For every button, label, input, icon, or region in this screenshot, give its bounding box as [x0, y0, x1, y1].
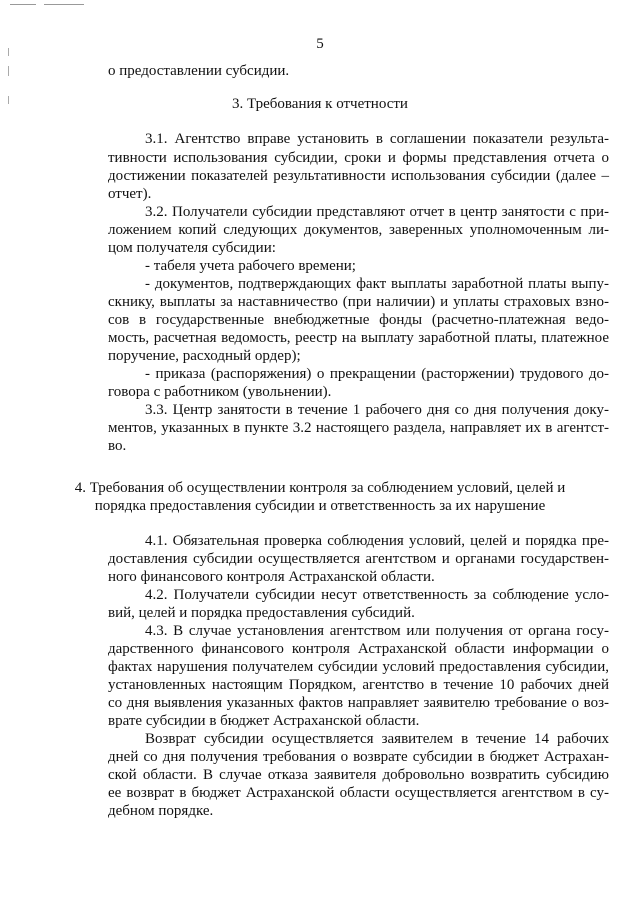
section4-heading: порядка предоставления субсидии и ответственность за их нарушение: [94, 498, 546, 514]
text-line: цом получателя субсидии:: [108, 240, 276, 256]
text-line: - табеля учета рабочего времени;: [145, 258, 356, 274]
text-line: 3.2. Получатели субсидии представляют отчет в центр занятости с при-: [145, 204, 609, 220]
text-line: - документов, подтверждающих факт выплаты заработной платы выпу-: [145, 276, 609, 292]
text-line: установленных настоящим Порядком, агентство в течение 10 рабочих дней: [108, 677, 609, 693]
text-line: 4.1. Обязательная проверка соблюдения условий, целей и порядка пре-: [145, 533, 609, 549]
text-line: ложением копий следующих документов, заверенных уполномоченным ли-: [108, 222, 609, 238]
text-line: со дня выявления указанных фактов направляет заявителю требование о воз-: [108, 695, 609, 711]
text-line: ментов, указанных в пункте 3.2 настоящего раздела, направляет их в агентст-: [108, 420, 609, 436]
scan-mark: [44, 4, 84, 5]
scan-mark: [10, 4, 36, 5]
text-line: врате субсидии в бюджет Астраханской области.: [108, 713, 420, 729]
text-line: мость, расчетная ведомость, реестр на выплату заработной платы, платежное: [108, 330, 609, 346]
scan-mark: [8, 66, 9, 76]
text-line: сов в государственные внебюджетные фонды (расчетно-платежная ведо-: [108, 312, 609, 328]
text-line: 4.2. Получатели субсидии несут ответственность за соблюдение усло-: [145, 587, 609, 603]
text-line: 3.3. Центр занятости в течение 1 рабочего дня со дня получения доку-: [145, 402, 609, 418]
text-line: - приказа (распоряжения) о прекращении (расторжении) трудового до-: [145, 366, 609, 382]
text-line: дебном порядке.: [108, 803, 214, 819]
text-line: Возврат субсидии осуществляется заявителем в течение 14 рабочих: [145, 731, 609, 747]
text-line: достижении показателей результативности использования субсидии (далее –: [108, 168, 609, 184]
text-line: дарственного финансового контроля Астраханской области информации о: [108, 641, 609, 657]
text-line: отчет).: [108, 186, 152, 202]
text-line: тивности использования субсидии, сроки и формы представления отчета о: [108, 150, 609, 166]
text-line: ного финансового контроля Астраханской области.: [108, 569, 435, 585]
intro-line: о предоставлении субсидии.: [108, 63, 290, 79]
text-line: во.: [108, 438, 127, 454]
text-line: фактах нарушения получателем субсидии условий предоставления субсидии,: [108, 659, 609, 675]
text-line: вий, целей и порядка предоставления субсидий.: [108, 605, 415, 621]
page-number: 5: [316, 36, 324, 52]
text-line: поручение, расходный ордер);: [108, 348, 301, 364]
text-line: скнику, выплаты за наставничество (при наличии) и уплаты страховых взно-: [108, 294, 609, 310]
text-line: 4.3. В случае установления агентством или получения от органа госу-: [145, 623, 609, 639]
text-line: говора с работником (увольнении).: [108, 384, 332, 400]
section4-heading: 4. Требования об осуществлении контроля за соблюдением условий, целей и: [74, 480, 566, 496]
text-line: 3.1. Агентство вправе установить в соглашении показатели результа-: [145, 131, 609, 147]
section3-heading: 3. Требования к отчетности: [232, 96, 408, 112]
text-line: ской области. В случае отказа заявителя добровольно возвратить субсидию: [108, 767, 609, 783]
text-line: ее возврат в бюджет Астраханской области осуществляется агентством в су-: [108, 785, 609, 801]
text-line: дней со дня получения требования о возврате субсидии в бюджет Астрахан-: [108, 749, 609, 765]
text-line: доставления субсидии осуществляется агентством и органами государствен-: [108, 551, 609, 567]
